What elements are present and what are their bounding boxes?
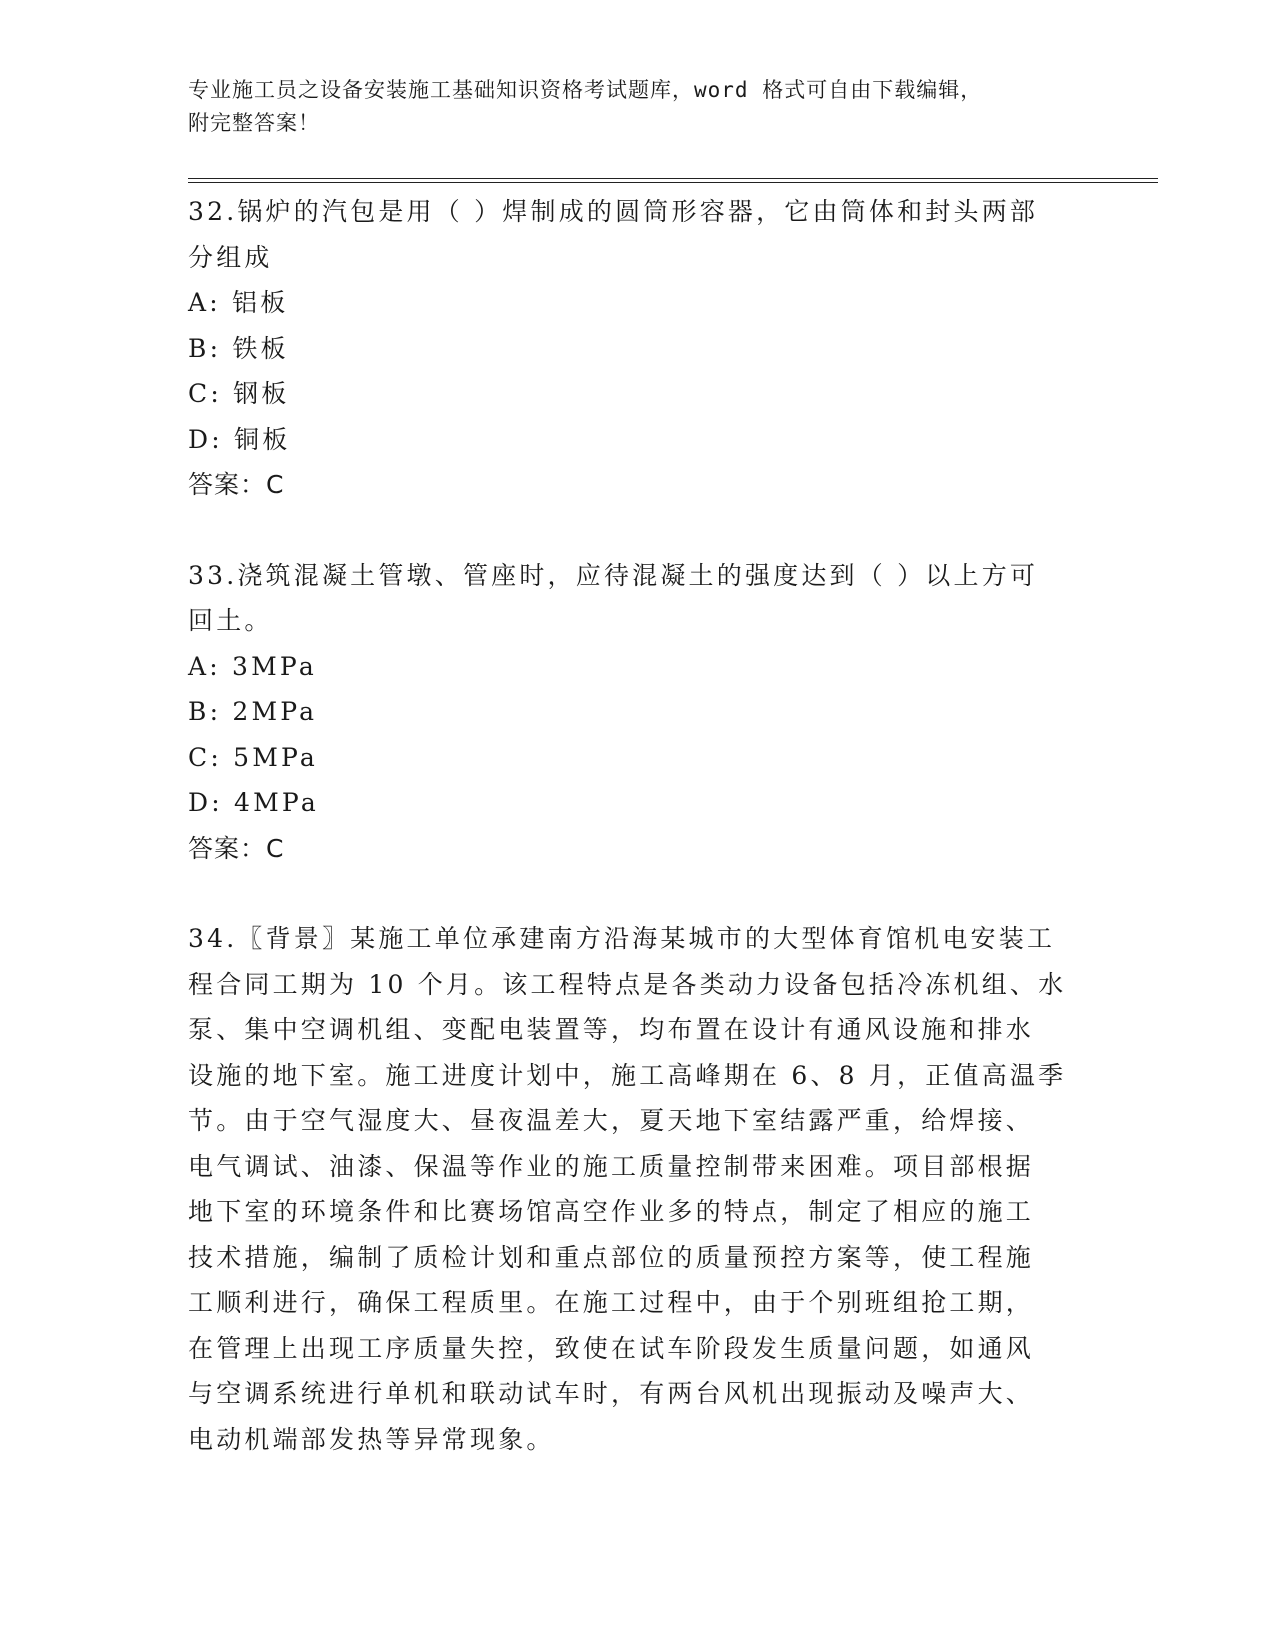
question-gap — [188, 508, 1078, 553]
question-33 — [188, 553, 1078, 872]
passage-line: 程合同工期为 10 个月。该工程特点是各类动力设备包括冷冻机组、水 — [188, 969, 1067, 999]
question-stem-line-2: 分组成 — [188, 242, 273, 272]
document-body — [188, 189, 1078, 1462]
option-a: A: 铝板 — [188, 288, 289, 317]
passage-line: 泵、集中空调机组、变配电装置等，均布置在设计有通风设施和排水 — [188, 1015, 1035, 1044]
passage-line: 电动机端部发热等异常现象。 — [188, 1424, 555, 1454]
option-b: B: 2MPa — [188, 697, 318, 726]
option-a: A: 3MPa — [188, 651, 317, 681]
passage-line: 技术措施，编制了质检计划和重点部位的质量预控方案等，使工程施 — [188, 1242, 1035, 1272]
answer: 答案：C — [188, 470, 285, 499]
passage-line: 在管理上出现工序质量失控，致使在试车阶段发生质量问题，如通风 — [188, 1333, 1035, 1363]
answer: 答案：C — [188, 833, 285, 863]
option-d: D: 4MPa — [188, 788, 319, 817]
option-d: D: 铜板 — [188, 424, 291, 454]
question-gap — [188, 871, 1078, 916]
question-34-passage — [188, 916, 1078, 1462]
header-line-2: 附完整答案！ — [188, 111, 320, 135]
option-c: C: 5MPa — [188, 742, 319, 772]
document-header — [188, 74, 1068, 140]
question-stem-line-2: 回土。 — [188, 606, 273, 635]
header-divider — [188, 178, 1158, 183]
option-c: C: 钢板 — [188, 379, 290, 408]
header-line-1: 专业施工员之设备安装施工基础知识资格考试题库，word 格式可自由下载编辑， — [188, 78, 983, 102]
question-stem-line-1: 33.浇筑混凝土管墩、管座时，应待混凝土的强度达到（ ）以上方可 — [188, 560, 1039, 590]
question-stem-line-1: 32.锅炉的汽包是用（ ）焊制成的圆筒形容器，它由筒体和封头两部 — [188, 197, 1039, 226]
passage-line: 与空调系统进行单机和联动试车时，有两台风机出现振动及噪声大、 — [188, 1379, 1035, 1408]
passage-line: 工顺利进行，确保工程质里。在施工过程中，由于个别班组抢工期， — [188, 1288, 1035, 1317]
passage-line: 34.〖背景〗某施工单位承建南方沿海某城市的大型体育馆机电安装工 — [188, 924, 1056, 953]
passage-line: 电气调试、油漆、保温等作业的施工质量控制带来困难。项目部根据 — [188, 1151, 1035, 1181]
passage-line: 地下室的环境条件和比赛场馆高空作业多的特点，制定了相应的施工 — [188, 1197, 1035, 1226]
passage-line: 节。由于空气湿度大、昼夜温差大，夏天地下室结露严重，给焊接、 — [188, 1106, 1035, 1135]
question-32 — [188, 189, 1078, 508]
option-b: B: 铁板 — [188, 333, 289, 363]
passage-line: 设施的地下室。施工进度计划中，施工高峰期在 6、8 月，正值高温季 — [188, 1060, 1067, 1090]
